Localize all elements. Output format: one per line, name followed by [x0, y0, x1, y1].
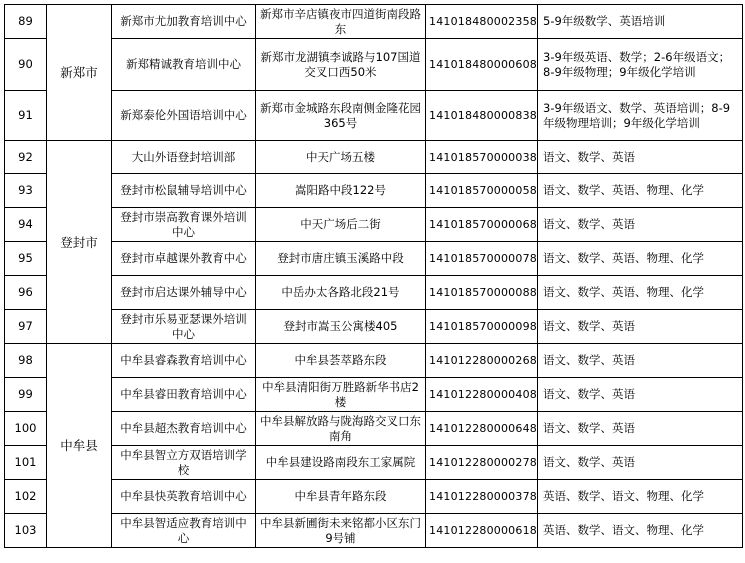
- license-number: 141012280000268: [426, 344, 538, 378]
- table-row: [5, 174, 743, 208]
- city-cell: 中牟县: [47, 344, 112, 548]
- address: 嵩阳路中段122号: [256, 174, 426, 208]
- license-number: 141018480000608: [426, 39, 538, 91]
- subjects: 语文、数学、英语: [538, 141, 743, 174]
- table-row: [5, 276, 743, 310]
- address: 中牟县解放路与陇海路交叉口东南角: [256, 412, 426, 446]
- license-number: 141018570000078: [426, 242, 538, 276]
- license-number: 141012280000278: [426, 446, 538, 480]
- institution-name: 登封市松鼠辅导培训中心: [112, 174, 256, 208]
- table-row: [5, 242, 743, 276]
- table-row: [5, 5, 743, 39]
- subjects: 英语、数学、语文、物理、化学: [538, 480, 743, 514]
- row-number: 102: [5, 480, 47, 514]
- row-number: 90: [5, 39, 47, 91]
- row-number: 98: [5, 344, 47, 378]
- institution-name: 中牟县睿森教育培训中心: [112, 344, 256, 378]
- address: 中牟县荟萃路东段: [256, 344, 426, 378]
- license-number: 141018570000088: [426, 276, 538, 310]
- subjects: 英语、数学、语文、物理、化学: [538, 514, 743, 548]
- address: 登封市唐庄镇玉溪路中段: [256, 242, 426, 276]
- subjects: 语文、数学、英语: [538, 208, 743, 242]
- row-number: 95: [5, 242, 47, 276]
- license-number: 141018570000038: [426, 141, 538, 174]
- license-number: 141018570000058: [426, 174, 538, 208]
- subjects: 5-9年级数学、英语培训: [538, 5, 743, 39]
- address: 中牟县建设路南段东工家属院: [256, 446, 426, 480]
- address: 新郑市辛店镇夜市四道街南段路东: [256, 5, 426, 39]
- address: 中天广场后二街: [256, 208, 426, 242]
- table-row: [5, 91, 743, 141]
- table-row: [5, 208, 743, 242]
- institution-name: 新郑市尤加教育培训中心: [112, 5, 256, 39]
- row-number: 99: [5, 378, 47, 412]
- table-row: [5, 378, 743, 412]
- row-number: 100: [5, 412, 47, 446]
- institution-name: 中牟县快英教育培训中心: [112, 480, 256, 514]
- institution-name: 新郑精诚教育培训中心: [112, 39, 256, 91]
- license-number: 141018480000838: [426, 91, 538, 141]
- license-number: 141012280000408: [426, 378, 538, 412]
- subjects: 语文、数学、英语: [538, 344, 743, 378]
- license-number: 141012280000378: [426, 480, 538, 514]
- subjects: 语文、数学、英语、物理、化学: [538, 276, 743, 310]
- table-row: [5, 344, 743, 378]
- row-number: 91: [5, 91, 47, 141]
- row-number: 96: [5, 276, 47, 310]
- row-number: 97: [5, 310, 47, 344]
- license-number: 141012280000648: [426, 412, 538, 446]
- license-number: 141012280000618: [426, 514, 538, 548]
- institution-name: 中牟县睿田教育培训中心: [112, 378, 256, 412]
- institution-name: 中牟县智适应教育培训中心: [112, 514, 256, 548]
- license-number: 141018570000098: [426, 310, 538, 344]
- subjects: 3-9年级英语、数学；2-6年级语文；8-9年级物理；9年级化学培训: [538, 39, 743, 91]
- subjects: 语文、数学、英语、物理、化学: [538, 242, 743, 276]
- subjects: 语文、数学、英语: [538, 378, 743, 412]
- subjects: 语文、数学、英语: [538, 310, 743, 344]
- institution-name: 中牟县超杰教育培训中心: [112, 412, 256, 446]
- subjects: 语文、数学、英语、物理、化学: [538, 174, 743, 208]
- institution-name: 大山外语登封培训部: [112, 141, 256, 174]
- subjects: 语文、数学、英语: [538, 412, 743, 446]
- address: 中牟县清阳街万胜路新华书店2楼: [256, 378, 426, 412]
- city-cell: 登封市: [47, 141, 112, 344]
- table-row: [5, 310, 743, 344]
- subjects: 3-9年级语文、数学、英语培训；8-9年级物理培训；9年级化学培训: [538, 91, 743, 141]
- table-row: [5, 480, 743, 514]
- table-row: [5, 141, 743, 174]
- address: 中牟县青年路东段: [256, 480, 426, 514]
- row-number: 101: [5, 446, 47, 480]
- row-number: 103: [5, 514, 47, 548]
- subjects: 语文、数学、英语: [538, 446, 743, 480]
- row-number: 94: [5, 208, 47, 242]
- table-row: [5, 514, 743, 548]
- row-number: 92: [5, 141, 47, 174]
- institution-name: 登封市崇高教育课外培训中心: [112, 208, 256, 242]
- institution-name: 中牟县智立方双语培训学校: [112, 446, 256, 480]
- table-body: [5, 5, 743, 548]
- institution-name: 登封市卓越课外教育中心: [112, 242, 256, 276]
- institution-name: 新郑泰伦外国语培训中心: [112, 91, 256, 141]
- table-row: [5, 39, 743, 91]
- institution-table: [4, 4, 743, 548]
- address: 登封市嵩玉公寓楼405: [256, 310, 426, 344]
- institution-name: 登封市乐易亚瑟课外培训中心: [112, 310, 256, 344]
- table-row: [5, 412, 743, 446]
- row-number: 89: [5, 5, 47, 39]
- license-number: 141018480002358: [426, 5, 538, 39]
- city-cell: 新郑市: [47, 5, 112, 141]
- row-number: 93: [5, 174, 47, 208]
- address: 中牟县新圃街未来铭都小区东门9号铺: [256, 514, 426, 548]
- institution-name: 登封市启达课外辅导中心: [112, 276, 256, 310]
- table-row: [5, 446, 743, 480]
- address: 中天广场五楼: [256, 141, 426, 174]
- address: 新郑市金城路东段南侧金隆花园365号: [256, 91, 426, 141]
- address: 新郑市龙湖镇李诚路与107国道交叉口西50米: [256, 39, 426, 91]
- license-number: 141018570000068: [426, 208, 538, 242]
- address: 中岳办太各路北段21号: [256, 276, 426, 310]
